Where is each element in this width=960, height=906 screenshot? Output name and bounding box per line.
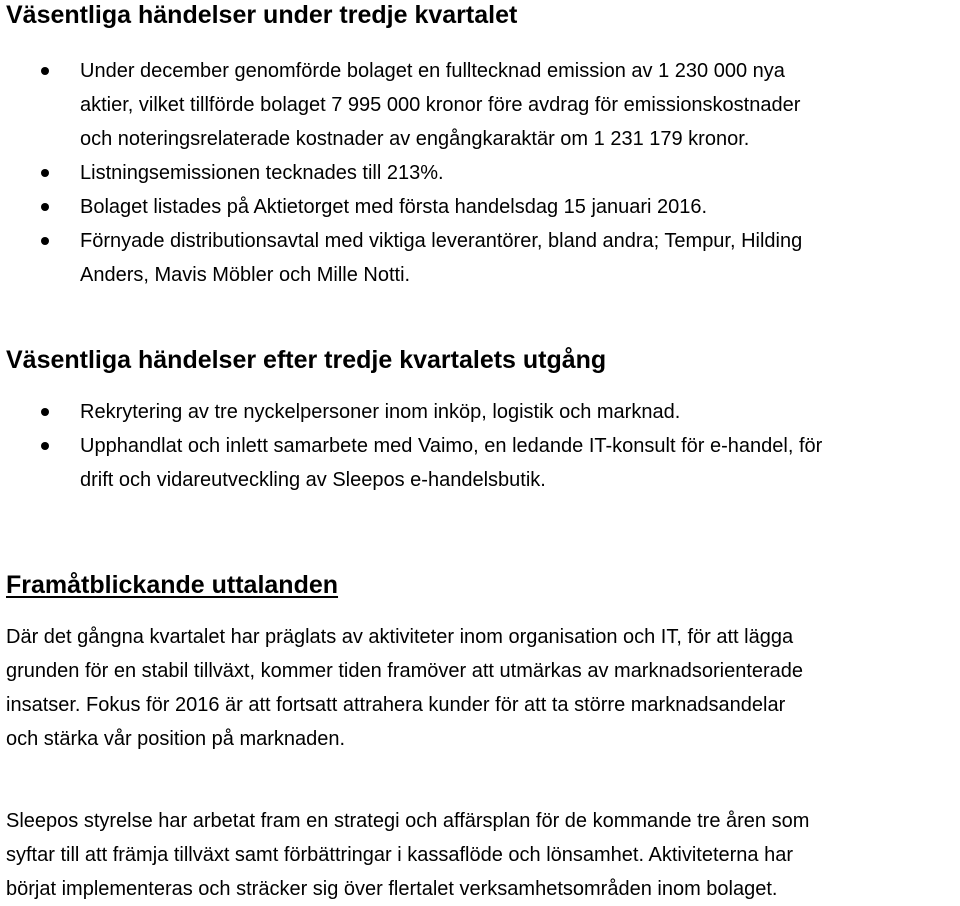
strategy-paragraph <box>6 804 960 906</box>
bullet-icon <box>41 169 49 177</box>
paragraph-line: Där det gångna kvartalet har präglats av aktiviteter inom organisation och IT, för att lägga <box>6 626 794 648</box>
bullet-icon <box>41 408 49 416</box>
heading-post-q3-events: Väsentliga händelser efter tredje kvartalets utgång <box>6 346 607 374</box>
list-item-line: Upphandlat och inlett samarbete med Vaimo, en ledande IT-konsult för e-handel, för <box>80 435 823 457</box>
paragraph-line: börjat implementeras och sträcker sig över flertalet verksamhetsområden inom bolaget. <box>6 878 778 900</box>
list-item <box>0 54 960 156</box>
list-item-line: aktier, vilket tillförde bolaget 7 995 000 kronor före avdrag för emissionskostnader <box>80 94 801 116</box>
list-item-line: Anders, Mavis Möbler och Mille Notti. <box>80 264 411 286</box>
list-item-line: Förnyade distributionsavtal med viktiga leverantörer, bland andra; Tempur, Hilding <box>80 230 803 252</box>
list-item <box>0 395 960 429</box>
list-item-line: drift och vidareutveckling av Sleepos e-handelsbutik. <box>80 469 546 491</box>
list-item-line: Listningsemissionen tecknades till 213%. <box>80 162 444 184</box>
list-item <box>0 190 960 224</box>
post-q3-events-list <box>0 395 960 497</box>
paragraph-line: och stärka vår position på marknaden. <box>6 728 346 750</box>
paragraph-line: Sleepos styrelse har arbetat fram en strategi och affärsplan för de kommande tre åren som <box>6 810 810 832</box>
list-item-line: Rekrytering av tre nyckelpersoner inom inköp, logistik och marknad. <box>80 401 681 423</box>
bullet-icon <box>41 442 49 450</box>
list-item-line: Bolaget listades på Aktietorget med första handelsdag 15 januari 2016. <box>80 196 708 218</box>
bullet-icon <box>41 237 49 245</box>
list-item-line: och noteringsrelaterade kostnader av engångkaraktär om 1 231 179 kronor. <box>80 128 750 150</box>
heading-forward-looking: Framåtblickande uttalanden <box>6 571 339 599</box>
bullet-icon <box>41 67 49 75</box>
paragraph-line: insatser. Fokus för 2016 är att fortsatt attrahera kunder för att ta större marknadsandelar <box>6 694 786 716</box>
heading-q3-events: Väsentliga händelser under tredje kvartalet <box>6 1 518 29</box>
paragraph-line: syftar till att främja tillväxt samt förbättringar i kassaflöde och lönsamhet. Aktiviteterna har <box>6 844 793 866</box>
bullet-icon <box>41 203 49 211</box>
list-item <box>0 156 960 190</box>
list-item <box>0 429 960 497</box>
forward-looking-paragraph <box>6 620 960 756</box>
list-item <box>0 224 960 292</box>
q3-events-list <box>0 54 960 292</box>
paragraph-line: grunden för en stabil tillväxt, kommer tiden framöver att utmärkas av marknadsorienterade <box>6 660 804 682</box>
list-item-line: Under december genomförde bolaget en fulltecknad emission av 1 230 000 nya <box>80 60 785 82</box>
